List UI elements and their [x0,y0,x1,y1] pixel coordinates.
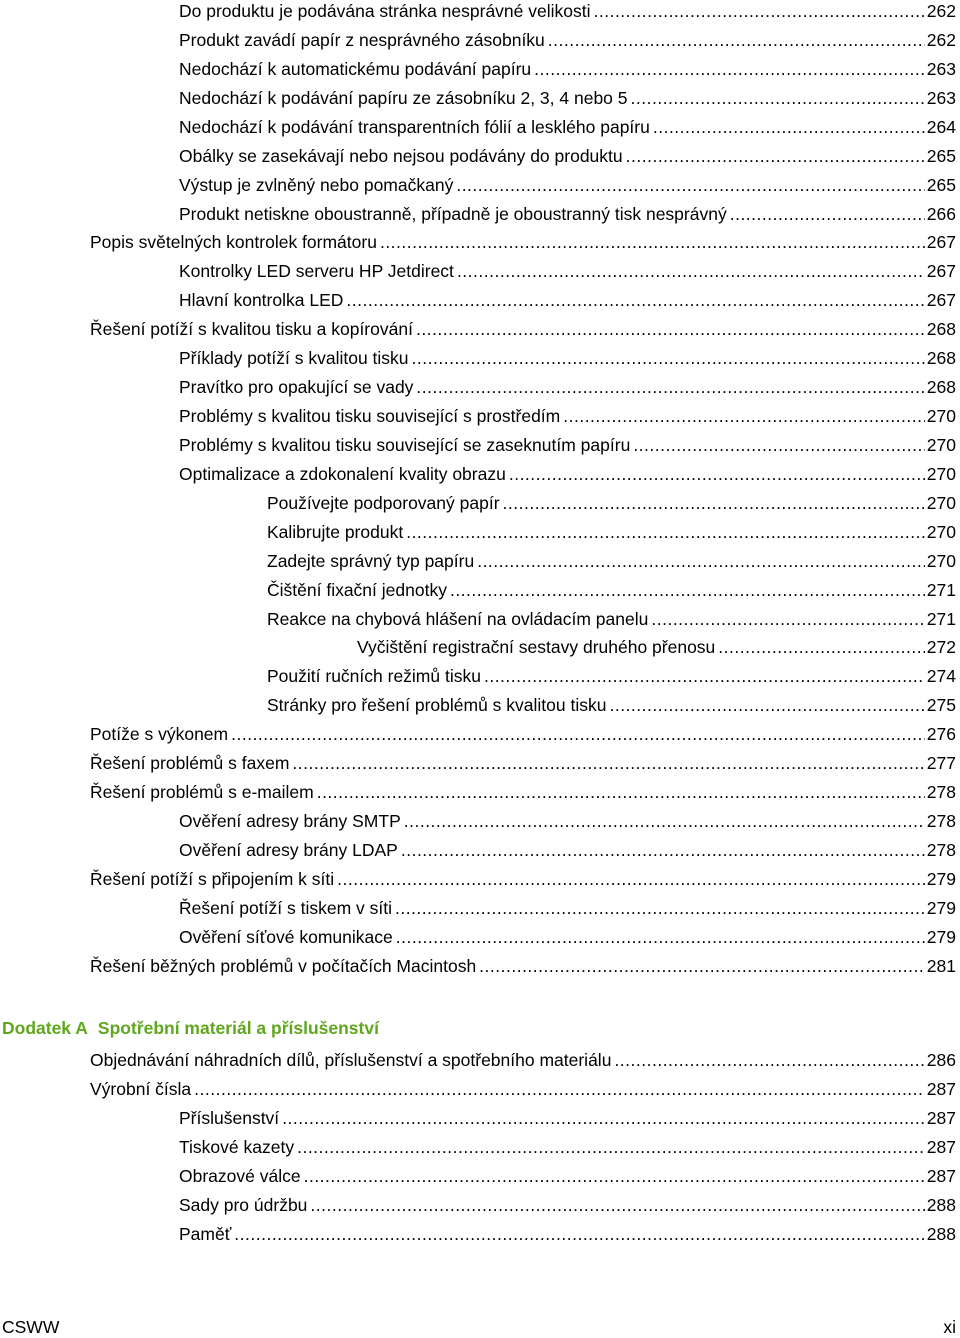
toc-entry-page: 278 [926,782,956,802]
dot-leader [563,404,925,428]
toc-entry-page: 276 [926,724,956,744]
toc-entry-title: Ověření adresy brány LDAP [179,840,398,860]
toc-entry-title: Reakce na chybová hlášení na ovládacím panelu [267,609,649,629]
dot-leader [395,896,925,920]
dot-leader [484,664,925,688]
toc-entry[interactable] [357,635,956,659]
toc-entry-page: 287 [926,1137,956,1157]
dot-leader [456,173,924,197]
dot-leader [337,867,925,891]
toc-entry-page: 274 [926,666,956,686]
toc-entry-page: 263 [926,88,956,108]
dot-leader [503,491,925,515]
toc-entry-title: Stránky pro řešení problémů s kvalitou tisku [267,695,607,715]
toc-entry-page: 279 [926,869,956,889]
toc-entry-page: 279 [926,927,956,947]
toc-entry[interactable] [179,259,956,283]
dot-leader [194,1077,925,1101]
toc-entry-title: Řešení potíží s tiskem v síti [179,898,392,918]
toc-entry-page: 270 [926,522,956,542]
toc-entry-page: 263 [926,59,956,79]
toc-entry[interactable] [90,867,956,891]
toc-entry-title: Ověření síťové komunikace [179,927,393,947]
toc-entry-page: 266 [926,204,956,224]
toc-entry-title: Nedochází k automatickému podávání papíru [179,59,532,79]
dot-leader [651,607,924,631]
dot-leader [548,28,925,52]
toc-entry[interactable] [267,491,956,515]
toc-entry-page: 288 [926,1224,956,1244]
toc-entry[interactable] [179,288,956,312]
toc-entry[interactable] [90,751,956,775]
toc-entry-title: Výstup je zvlněný nebo pomačkaný [179,175,454,195]
toc-entry-page: 268 [926,377,956,397]
toc-entry[interactable] [179,462,956,486]
toc-entry-title: Vyčištění registrační sestavy druhého přenosu [357,637,716,657]
toc-entry-page: 262 [926,30,956,50]
toc-entry[interactable] [267,549,956,573]
toc-entry[interactable] [179,144,956,168]
toc-entry-title: Používejte podporovaný papír [267,493,500,513]
toc-entry[interactable] [179,173,956,197]
toc-entry-title: Nedochází k podávání papíru ze zásobníku 2, 3, 4 nebo 5 [179,88,628,108]
toc-entry-page: 287 [926,1166,956,1186]
toc-entry-page: 270 [926,435,956,455]
toc-entry-page: 267 [926,261,956,281]
footer-left-text: CSWW [2,1317,60,1337]
toc-entry-page: 288 [926,1195,956,1215]
dot-leader [594,0,925,23]
toc-entry[interactable] [179,1193,956,1217]
toc-entry-title: Nedochází k podávání transparentních fólií a lesklého papíru [179,117,650,137]
dot-leader [534,57,925,81]
toc-entry-page: 287 [926,1079,956,1099]
toc-entry-title: Obrazové válce [179,1166,301,1186]
toc-entry[interactable] [179,57,956,81]
dot-leader [730,202,925,226]
toc-entry[interactable] [267,607,956,631]
toc-entry-title: Produkt netiskne oboustranně, případně je oboustranný tisk nesprávný [179,204,727,224]
toc-entry-page: 265 [926,175,956,195]
dot-leader [457,259,925,283]
toc-entry-page: 279 [926,898,956,918]
dot-leader [282,1106,925,1130]
toc-entry-page: 270 [926,493,956,513]
dot-leader [304,1164,925,1188]
toc-entry-title: Problémy s kvalitou tisku související se zaseknutím papíru [179,435,631,455]
toc-entry[interactable] [179,346,956,370]
toc-entry-page: 272 [926,637,956,657]
toc-entry[interactable] [267,578,956,602]
toc-entry-page: 286 [926,1050,956,1070]
toc-entry[interactable] [179,838,956,862]
dot-leader [631,86,925,110]
toc-entry-page: 287 [926,1108,956,1128]
toc-entry[interactable] [179,115,956,139]
dot-leader [396,925,925,949]
toc-entry-title: Popis světelných kontrolek formátoru [90,232,377,252]
toc-entry[interactable] [90,230,956,254]
toc-entry[interactable] [179,202,956,226]
dot-leader [614,1048,924,1072]
dot-leader [234,1222,925,1246]
toc-entry-page: 267 [926,290,956,310]
dot-leader [404,809,925,833]
dot-leader [231,722,925,746]
toc-entry-title: Optimalizace a zdokonalení kvality obrazu [179,464,506,484]
toc-entry-title: Potíže s výkonem [90,724,229,744]
toc-entry-page: 281 [926,956,956,976]
toc-entry-page: 270 [926,551,956,571]
dot-leader [297,1135,925,1159]
toc-entry-page: 275 [926,695,956,715]
dot-leader [450,578,925,602]
toc-entry[interactable] [90,1077,956,1101]
toc-entry[interactable] [179,0,956,23]
toc-entry[interactable] [90,1048,956,1072]
toc-entry-title: Výrobní čísla [90,1079,192,1099]
dot-leader [653,115,925,139]
toc-entry[interactable] [267,520,956,544]
toc-entry[interactable] [179,1164,956,1188]
toc-entry-page: 271 [926,609,956,629]
footer-page-number: xi [943,1317,956,1337]
toc-entry-title: Řešení potíží s kvalitou tisku a kopírování [90,319,413,339]
dot-leader [292,751,924,775]
toc-entry-title: Příslušenství [179,1108,280,1128]
dot-leader [633,433,924,457]
toc-entry[interactable] [90,722,956,746]
toc-entry-title: Ověření adresy brány SMTP [179,811,401,831]
toc-entry-title: Pravítko pro opakující se vady [179,377,414,397]
toc-entry-page: 265 [926,146,956,166]
toc-entry-title: Do produktu je podávána stránka nesprávné velikosti [179,1,591,21]
toc-entry[interactable] [90,954,956,978]
toc-entry[interactable] [179,404,956,428]
dot-leader [406,520,925,544]
appendix-heading[interactable] [2,1016,379,1040]
dot-leader [416,375,924,399]
dot-leader [401,838,925,862]
toc-entry-page: 268 [926,348,956,368]
dot-leader [626,144,925,168]
toc-entry[interactable] [179,1106,956,1130]
toc-entry-title: Obálky se zasekávají nebo nejsou podávány do produktu [179,146,623,166]
toc-entry-title: Problémy s kvalitou tisku související s prostředím [179,406,561,426]
toc-entry[interactable] [179,896,956,920]
appendix-label: Dodatek A [2,1018,88,1038]
toc-entry[interactable] [179,925,956,949]
toc-entry-title: Kalibrujte produkt [267,522,404,542]
toc-entry-title: Řešení problémů s e-mailem [90,782,314,802]
toc-entry-page: 278 [926,811,956,831]
toc-entry-title: Řešení potíží s připojením k síti [90,869,335,889]
dot-leader [310,1193,924,1217]
toc-entry-title: Použití ručních režimů tisku [267,666,481,686]
dot-leader [416,317,925,341]
toc-entry[interactable] [179,433,956,457]
toc-entry-title: Řešení problémů s faxem [90,753,290,773]
toc-entry-title: Příklady potíží s kvalitou tisku [179,348,409,368]
toc-entry-title: Produkt zavádí papír z nesprávného zásobníku [179,30,545,50]
toc-entry[interactable] [179,86,956,110]
dot-leader [412,346,925,370]
toc-entry-page: 270 [926,406,956,426]
toc-entry-page: 278 [926,840,956,860]
dot-leader [479,954,925,978]
toc-entry[interactable] [267,693,956,717]
toc-entry[interactable] [179,1222,956,1246]
toc-entry[interactable] [90,780,956,804]
toc-entry-title: Čištění fixační jednotky [267,580,447,600]
toc-entry[interactable] [267,664,956,688]
toc-entry-page: 267 [926,232,956,252]
toc-entry[interactable] [179,1135,956,1159]
toc-entry-page: 268 [926,319,956,339]
toc-entry-title: Řešení běžných problémů v počítačích Macintosh [90,956,477,976]
dot-leader [509,462,925,486]
toc-entry-title: Zadejte správný typ papíru [267,551,475,571]
toc-entry-title: Tiskové kazety [179,1137,295,1157]
dot-leader [477,549,925,573]
toc-entry-page: 270 [926,464,956,484]
toc-entry-page: 271 [926,580,956,600]
toc-entry[interactable] [179,28,956,52]
appendix-title: Spotřební materiál a příslušenství [97,1018,379,1038]
toc-entry[interactable] [90,317,956,341]
toc-entry-page: 262 [926,1,956,21]
toc-entry-page: 264 [926,117,956,137]
dot-leader [346,288,924,312]
toc-entry[interactable] [179,809,956,833]
toc-entry-title: Paměť [179,1224,232,1244]
dot-leader [380,230,925,254]
toc-entry-title: Objednávání náhradních dílů, příslušenství a spotřebního materiálu [90,1050,612,1070]
toc-entry[interactable] [179,375,956,399]
toc-entry-title: Hlavní kontrolka LED [179,290,344,310]
toc-entry-title: Kontrolky LED serveru HP Jetdirect [179,261,454,281]
toc-entry-title: Sady pro údržbu [179,1195,308,1215]
dot-leader [718,635,925,659]
dot-leader [317,780,925,804]
dot-leader [609,693,924,717]
toc-entry-page: 277 [926,753,956,773]
page-footer [0,1316,956,1338]
